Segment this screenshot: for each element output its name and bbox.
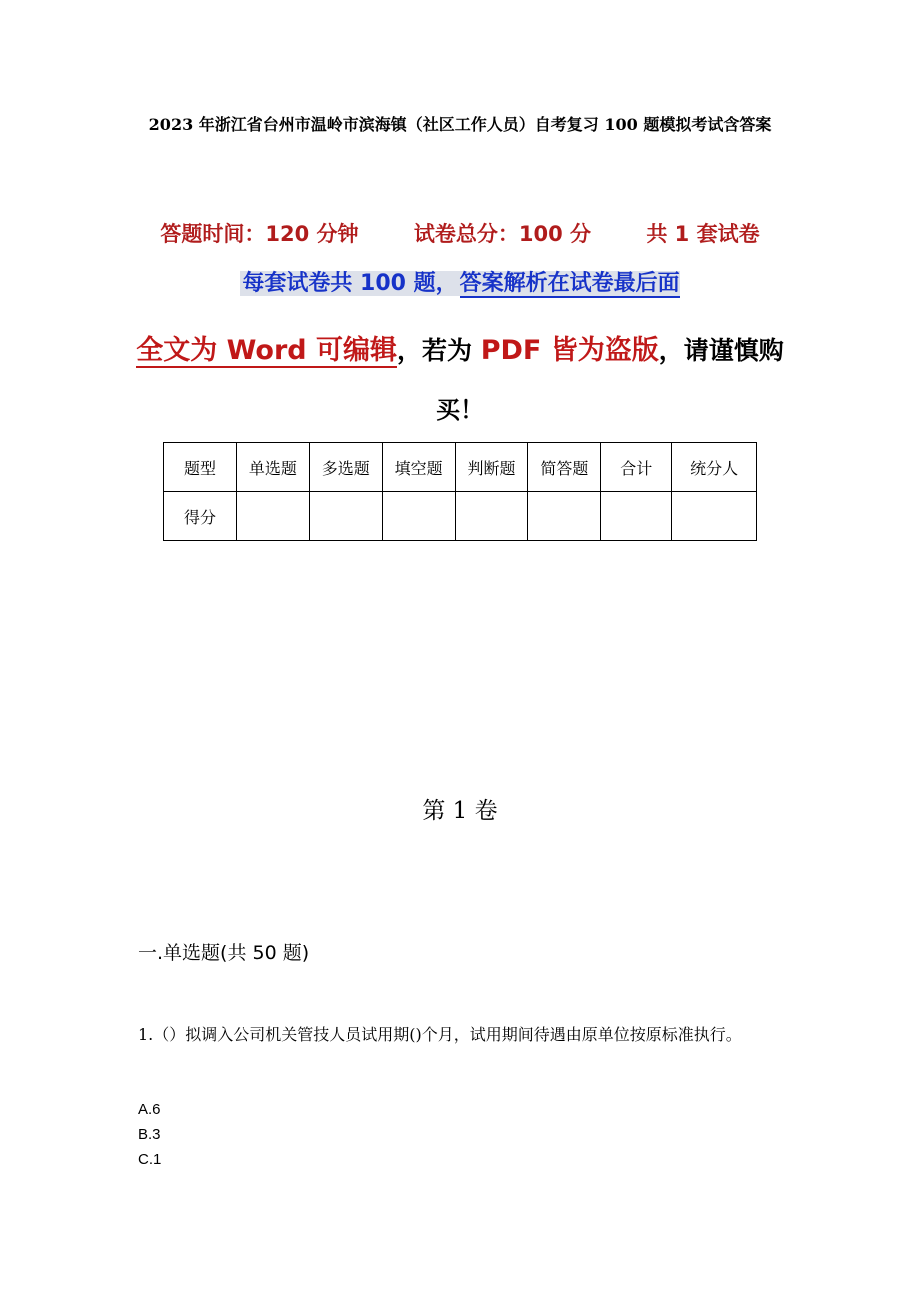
header-cell: 简答题	[528, 443, 601, 492]
volume-title: 第 1 卷	[422, 798, 498, 824]
edit-notice-line	[0, 328, 920, 367]
answer-location-text: 答案解析在试卷最后面	[459, 271, 680, 296]
question-count-text: 每套试卷共 100 题，	[242, 271, 458, 296]
score-cell	[236, 492, 309, 541]
page-title: 2023 年浙江省台州市温岭市滨海镇（社区工作人员）自考复习 100 题模拟考试含答案	[148, 115, 772, 134]
score-cell	[455, 492, 528, 541]
header-cell: 填空题	[382, 443, 455, 492]
header-cell: 判断题	[455, 443, 528, 492]
score-cell	[672, 492, 757, 541]
exam-info-line	[0, 218, 920, 248]
option-a: A.6	[138, 1101, 161, 1118]
score-cell	[528, 492, 601, 541]
row-label-cell: 得分	[164, 492, 237, 541]
option-c: C.1	[138, 1151, 162, 1168]
header-cell: 多选题	[309, 443, 382, 492]
question-count-line	[0, 266, 920, 297]
set-count: 共 1 套试卷	[646, 222, 760, 246]
question-text: 1.（）拟调入公司机关管技人员试用期()个月，试用期间待遇由原单位按原标准执行。	[138, 1025, 742, 1044]
purchase-caution-text: ，请谨慎购	[658, 336, 784, 365]
header-cell: 题型	[164, 443, 237, 492]
pdf-piracy-text: PDF 皆为盗版	[480, 335, 659, 366]
header-cell: 统分人	[672, 443, 757, 492]
score-cell	[309, 492, 382, 541]
score-table-row	[164, 492, 757, 541]
purchase-caution-end: 买！	[436, 396, 484, 424]
section-title: 一.单选题(共 50 题)	[138, 942, 310, 964]
question-options	[138, 1097, 161, 1172]
word-editable-text: 全文为 Word 可编辑	[136, 335, 398, 366]
score-table	[163, 442, 757, 541]
score-table-header-row	[164, 443, 757, 492]
score-cell	[601, 492, 672, 541]
edit-notice-connector: ，若为	[397, 336, 481, 365]
exam-time: 答题时间：120 分钟	[160, 222, 359, 246]
header-cell: 单选题	[236, 443, 309, 492]
total-score: 试卷总分：100 分	[413, 222, 592, 246]
header-cell: 合计	[601, 443, 672, 492]
score-cell	[382, 492, 455, 541]
option-b: B.3	[138, 1126, 161, 1143]
